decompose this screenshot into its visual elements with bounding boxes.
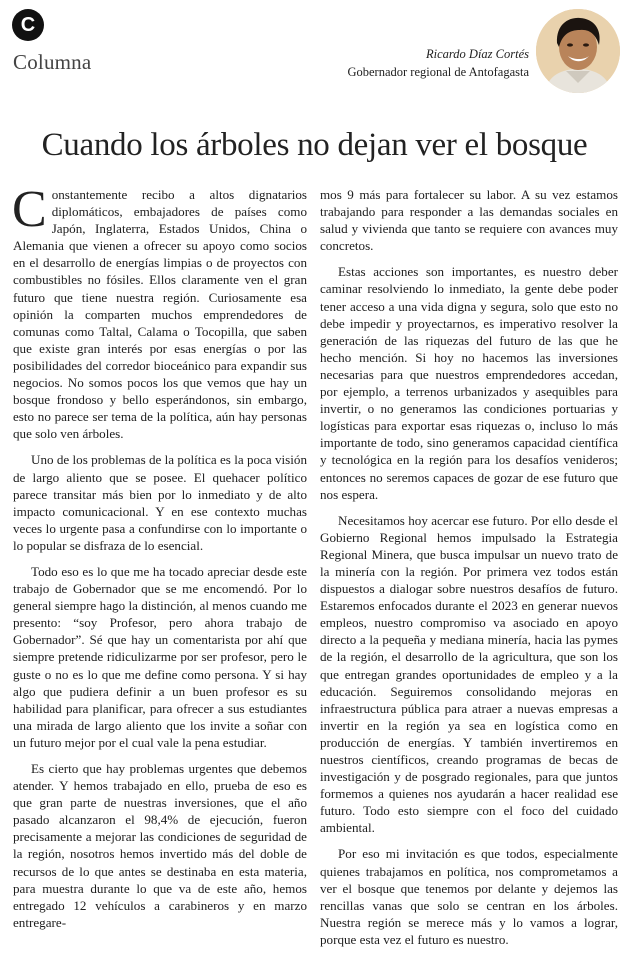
- author-photo: [536, 9, 620, 93]
- article-paragraph: Estas acciones son importantes, es nuestro deber caminar resolviendo lo inmediato, la gente debe poder tener acceso a una vida digna y segura, solo que esto no debe impedir y proyectarnos, es imperativo resolver la generación de las riquezas del futuro de las que he hecho mención. Si hoy no hacemos las inversiones necesarias para que nuestros emprendedores accedan, por ejemplo, a terrenos urbanizados y asequibles para invertir, o no generamos las condiciones portuarias y logísticas para exportar esas riquezas o, incluso lo más importante de todo, sino generamos capacidad científica y tecnológica en la región para los desafíos venideros; entonces no seremos capaces de gozar de ese futuro que nos espera.: [320, 264, 618, 502]
- article-paragraph: Por eso mi invitación es que todos, especialmente quienes trabajamos en política, nos comprometamos a ver el bosque que tenemos por delante y dejemos las rencillas vanas que solo se centran en los árboles. Nuestra región se merece más y lo vamos a lograr, porque esta vez el futuro es nuestro.: [320, 846, 618, 947]
- paragraph-text: onstantemente recibo a altos dignatarios diplomáticos, embajadores de países como Japón, Inglaterra, Estados Unidos, China o Alemania que vienen a ofrecer su apoyo como socios en el desarrollo de energías limpias o de proyectos con combustibles no fósiles. Ellos claramente ven el gran futuro que tiene nuestra región. Curiosamente esa opinión la comparten muchos emprendedores de comunas como Taltal, Calama o Tocopilla, que saben que existe gran interés por esas energías o por las posibilidades del corredor bioceánico para expandir sus negocios. No somos pocos los que vemos que hay un bosque frondoso y bello esperándonos, sin embargo, esto no parece ser tema de la política, aún hay personas que solo ven árboles.: [13, 187, 307, 442]
- article-column-right: [320, 186, 618, 957]
- drop-cap: C: [12, 181, 47, 238]
- author-block: [347, 45, 529, 81]
- article-paragraph: [12, 181, 307, 442]
- article-column-left: [12, 181, 307, 940]
- author-title: Gobernador regional de Antofagasta: [347, 65, 529, 79]
- article-paragraph: Todo eso es lo que me ha tocado apreciar desde este trabajo de Gobernador que se me encomendó. Por lo general siempre hago la distinción, al menos cuando me presento: “soy Profesor, pero ahora trabajo de Gobernador”. Sé que hay un comentarista por ahí que siempre pretende ridiculizarme por ser profesor, pero le guste o no es lo que me define como persona. Y si hay algo que pudiera definir a un buen profesor es su habilidad para planificar, para ofrecer a sus estudiantes una mirada de largo aliento que los invite a soñar con un futuro mejor por el cual vale la pena estudiar.: [13, 563, 307, 750]
- article-paragraph: Uno de los problemas de la política es la poca visión de largo aliento que se posee. El quehacer político parece transitar más bien por lo inmediato y de alto impacto comunicacional. Y en ese contexto muchas veces lo urgente pasa a confundirse con lo importante o lo popular se disfraza de lo esencial.: [13, 452, 307, 553]
- article-paragraph: mos 9 más para fortalecer su labor. A su vez estamos trabajando para responder a las demandas sociales en salud y vivienda que tanto se requiere con avances muy concretos.: [320, 187, 618, 254]
- section-label: Columna: [13, 50, 92, 74]
- author-name: Ricardo Díaz Cortés: [425, 47, 529, 61]
- article-paragraph: Es cierto que hay problemas urgentes que debemos atender. Y hemos trabajado en ello, prueba de eso es que gran parte de nuestras inversiones, que el año pasado alcanzaron el 98,4% de ejecución, fueron precisamente a mejorar las condiciones de seguridad de la región, nosotros hemos invertido más del doble de recursos de lo que antes se destinaba en esta materia, para muestra durante lo que va de este año, hemos entregado 12 vehículos a carabineros y en marzo entregare-: [13, 761, 307, 930]
- section-badge: C: [12, 9, 44, 41]
- article-paragraph: Necesitamos hoy acercar ese futuro. Por ello desde el Gobierno Regional hemos impulsado la Estrategia Regional Minera, que busca impulsar un nuevo trato de la minería con la región. Por primera vez todos están dispuestos a dialogar sobre nuestros desafíos de futuro. Estaremos enfocados durante el 2023 en generar nuevos empleos, nuestro compromiso va asociado en apoyo directo a la pequeña y mediana minería, hacia las pymes de la región, el desarrollo de la agricultura, que son los que entregan grandes oportunidades de empleo y a la educación. Seguiremos consolidando mejoras en infraestructura pública para atraer a nuevas empresas a invertir en la región ya sea en logística como en producción de energías. Y también invertiremos en nuestros científicos, creando programas de becas de investigación y de posgrado regionales, para que juntos formemos a quienes nos ayudarán a hacer realidad ese futuro. Todo esto siempre con el foco del cuidado ambiental.: [320, 512, 618, 836]
- article-headline: Cuando los árboles no dejan ver el bosque: [41, 127, 588, 163]
- author-portrait-image: [536, 9, 620, 93]
